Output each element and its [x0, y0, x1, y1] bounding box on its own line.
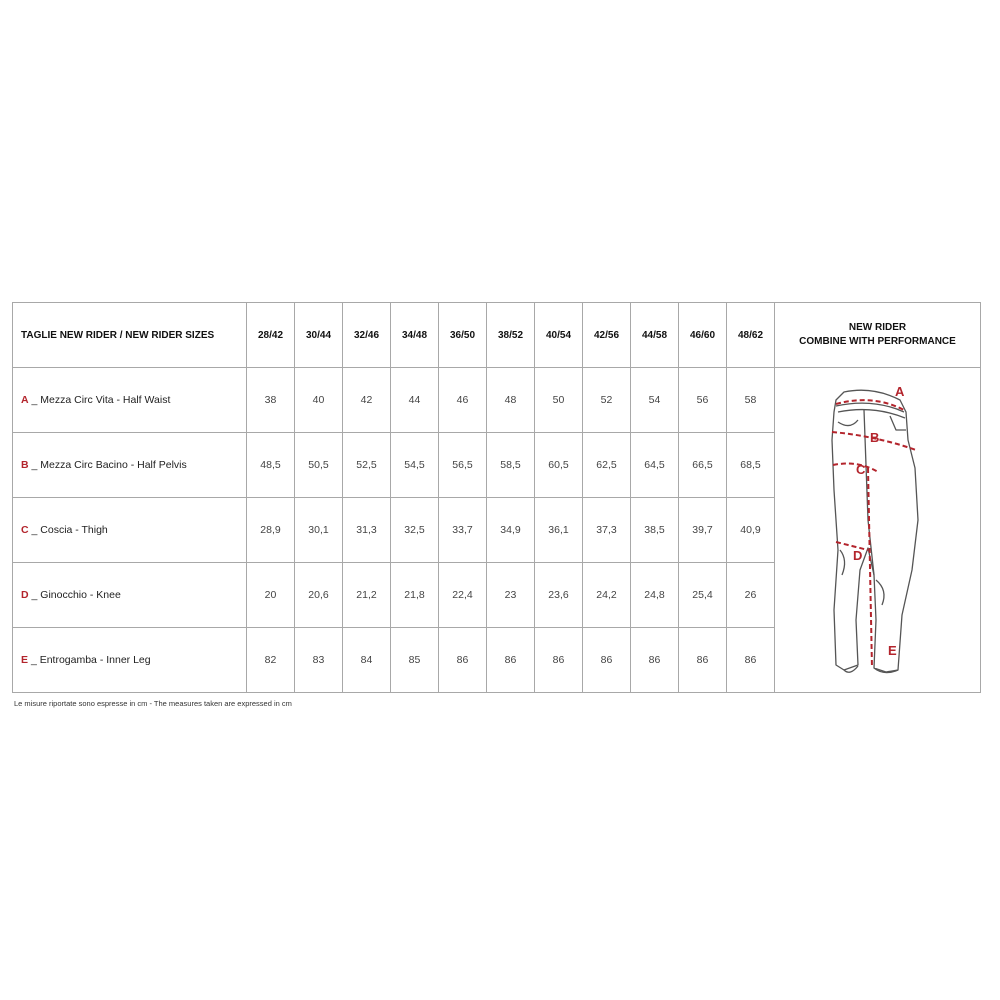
measurement-value: 40,9 [727, 498, 775, 563]
measurement-value: 40 [295, 368, 343, 433]
diagram-label-d: D [852, 548, 862, 563]
measurement-value: 32,5 [391, 498, 439, 563]
measurement-value: 48 [487, 368, 535, 433]
measurement-letter: A [21, 394, 29, 406]
size-header: 46/60 [679, 303, 727, 368]
pants-illustration-cell [775, 368, 981, 693]
size-chart-table [12, 302, 981, 693]
measurement-name: _ Mezza Circ Bacino - Half Pelvis [31, 459, 187, 471]
footnote: Le misure riportate sono espresse in cm - The measures taken are expressed in cm [14, 699, 292, 708]
measurement-value: 23 [487, 563, 535, 628]
measurement-value: 48,5 [247, 433, 295, 498]
measurement-value: 66,5 [679, 433, 727, 498]
measurement-value: 24,8 [631, 563, 679, 628]
measurement-value: 50 [535, 368, 583, 433]
measurement-name: _ Entrogamba - Inner Leg [30, 654, 151, 666]
measurement-label [13, 498, 247, 563]
measurement-letter: E [21, 654, 29, 666]
pants-diagram [778, 370, 978, 690]
knee-measure-line [836, 542, 868, 550]
measurement-value: 54,5 [391, 433, 439, 498]
inner-leg-measure-line [868, 468, 872, 668]
measurement-value: 23,6 [535, 563, 583, 628]
measurement-value: 82 [247, 628, 295, 693]
measurement-value: 52 [583, 368, 631, 433]
measurement-letter: C [21, 524, 29, 536]
measurement-label [13, 368, 247, 433]
size-header: 34/48 [391, 303, 439, 368]
measurement-value: 21,8 [391, 563, 439, 628]
measurement-label [13, 628, 247, 693]
measurement-value: 38,5 [631, 498, 679, 563]
sizes-header-label: TAGLIE NEW RIDER / NEW RIDER SIZES [13, 303, 247, 368]
diagram-label-e: E [887, 643, 897, 658]
size-header: 40/54 [535, 303, 583, 368]
size-header: 44/58 [631, 303, 679, 368]
measurement-name: _ Ginocchio - Knee [31, 589, 121, 601]
measurement-value: 68,5 [727, 433, 775, 498]
measurement-label [13, 563, 247, 628]
measurement-letter: D [21, 589, 29, 601]
measurement-value: 86 [583, 628, 631, 693]
size-header: 38/52 [487, 303, 535, 368]
performance-header-line: COMBINE WITH PERFORMANCE [799, 336, 956, 347]
measurement-value: 30,1 [295, 498, 343, 563]
measurement-name: _ Coscia - Thigh [31, 524, 108, 536]
performance-header [775, 303, 981, 368]
diagram-label-b: B [869, 430, 879, 445]
measurement-value: 84 [343, 628, 391, 693]
measurement-value: 56 [679, 368, 727, 433]
size-header: 32/46 [343, 303, 391, 368]
size-header: 42/56 [583, 303, 631, 368]
measurement-value: 50,5 [295, 433, 343, 498]
measurement-value: 37,3 [583, 498, 631, 563]
measurement-letter: B [21, 459, 29, 471]
size-header: 30/44 [295, 303, 343, 368]
measurement-value: 22,4 [439, 563, 487, 628]
measurement-value: 86 [487, 628, 535, 693]
measurement-value: 46 [439, 368, 487, 433]
measurement-value: 83 [295, 628, 343, 693]
measurement-value: 56,5 [439, 433, 487, 498]
table-row [13, 368, 981, 433]
measurement-value: 34,9 [487, 498, 535, 563]
measurement-value: 58 [727, 368, 775, 433]
measurement-value: 38 [247, 368, 295, 433]
size-header: 28/42 [247, 303, 295, 368]
measurement-value: 85 [391, 628, 439, 693]
measurement-value: 86 [631, 628, 679, 693]
measurement-value: 86 [679, 628, 727, 693]
measurement-value: 86 [727, 628, 775, 693]
measurement-value: 36,1 [535, 498, 583, 563]
size-header: 36/50 [439, 303, 487, 368]
measurement-value: 62,5 [583, 433, 631, 498]
diagram-label-a: A [894, 384, 904, 399]
measurement-value: 24,2 [583, 563, 631, 628]
measurement-value: 60,5 [535, 433, 583, 498]
performance-header-line: NEW RIDER [848, 322, 907, 333]
measurement-value: 42 [343, 368, 391, 433]
measurement-value: 28,9 [247, 498, 295, 563]
header-row [13, 303, 981, 368]
measurement-value: 25,4 [679, 563, 727, 628]
measurement-value: 86 [535, 628, 583, 693]
measurement-name: _ Mezza Circ Vita - Half Waist [31, 394, 171, 406]
measurement-value: 20 [247, 563, 295, 628]
measurement-value: 54 [631, 368, 679, 433]
diagram-label-c: C [855, 462, 865, 477]
measurement-value: 52,5 [343, 433, 391, 498]
measurement-value: 21,2 [343, 563, 391, 628]
measurement-value: 64,5 [631, 433, 679, 498]
size-header: 48/62 [727, 303, 775, 368]
measurement-value: 86 [439, 628, 487, 693]
measurement-label [13, 433, 247, 498]
measurement-value: 58,5 [487, 433, 535, 498]
measurement-value: 26 [727, 563, 775, 628]
measurement-value: 33,7 [439, 498, 487, 563]
measurement-value: 39,7 [679, 498, 727, 563]
measurement-value: 31,3 [343, 498, 391, 563]
measurement-value: 20,6 [295, 563, 343, 628]
measurement-value: 44 [391, 368, 439, 433]
